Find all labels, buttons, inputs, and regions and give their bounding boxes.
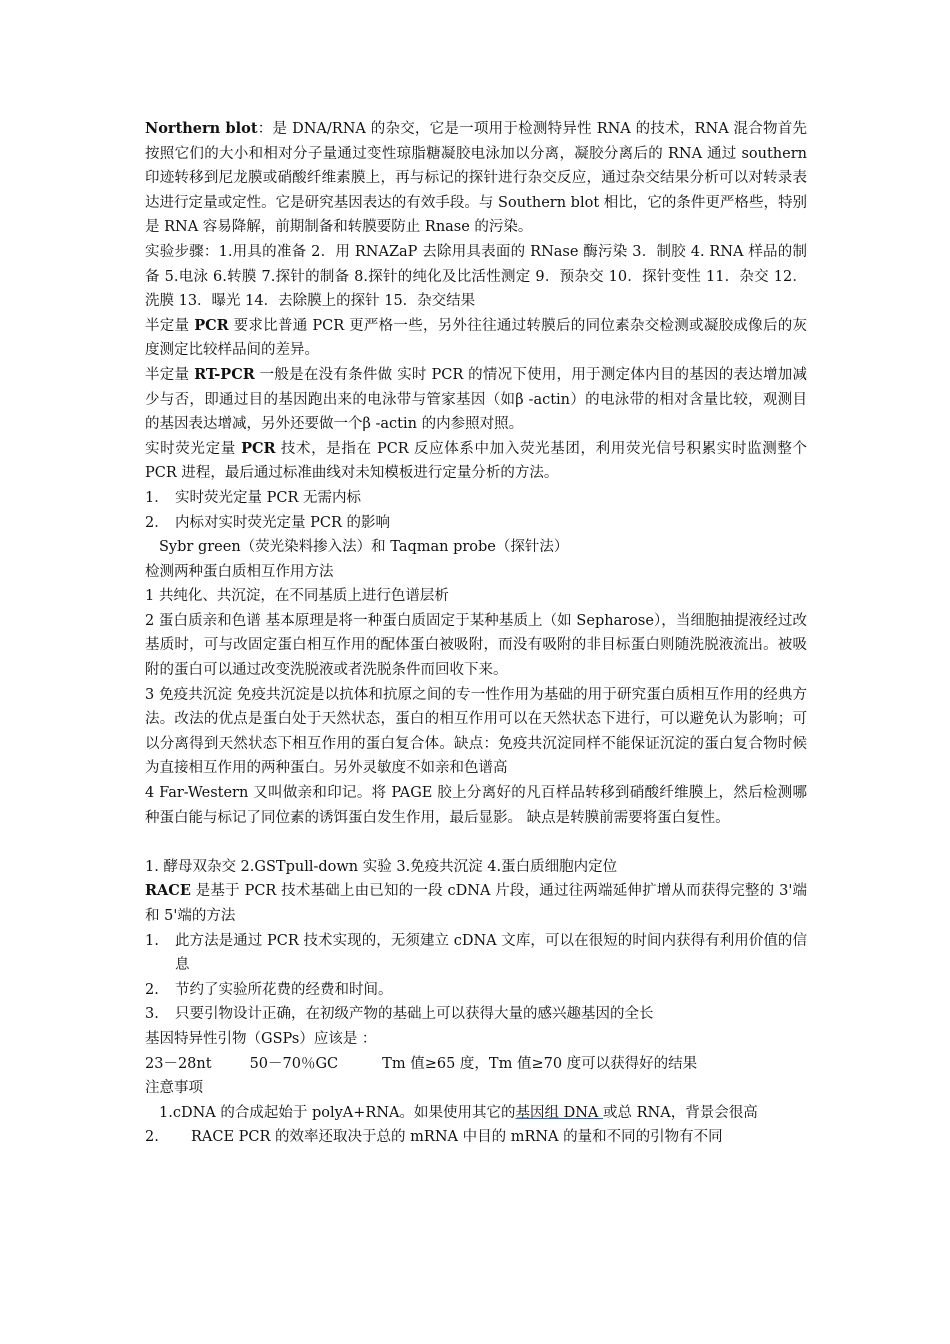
realtime-pcr-paragraph (145, 437, 807, 486)
list-text: 内标对实时荧光定量 PCR 的影响 (175, 514, 390, 531)
semi-pcr-text: 要求比普通 PCR 更严格一些，另外往往通过转膜后的同位素杂交检测或凝胶成像后的灰度测定比较样品间的差异。 (145, 317, 808, 359)
list-item (145, 511, 807, 536)
list-number: 2. (145, 1129, 159, 1146)
gsp-heading: 基因特异性引物（GSPs）应该是 ： (145, 1030, 377, 1047)
list-item (145, 1002, 807, 1027)
realtime-term: PCR (241, 439, 276, 457)
semi-rtpcr-text: 一般是在没有条件做 实时 PCR 的情况下使用，用于测定体内目的基因的表达增加减少与否，即通过目的基因跑出来的电泳带与管家基因（如β -actin）的电泳带的相对含量比较，观测目的基因表达增减，另外还要做一个β -actin 的内参照对照。 (145, 366, 808, 433)
protein-interaction-heading: 检测两种蛋白质相互作用方法 (145, 563, 334, 580)
list-number: 2. (145, 981, 159, 998)
genomic-dna-link[interactable]: 基因组 DNA (515, 1104, 604, 1121)
realtime-text: 技术，是指在 PCR 反应体系中加入荧光基团，利用荧光信号积累实时监测整个 PCR 进程，最后通过标准曲线对未知模板进行定量分析的方法。 (145, 440, 808, 482)
gsp-tm: Tm 值≥65 度，Tm 值≥70 度可以获得好的结果 (382, 1055, 698, 1072)
semi-quantitative-pcr-paragraph (145, 314, 807, 363)
race-term: RACE (145, 882, 191, 900)
gsp-gc: 50－70％GC (249, 1055, 339, 1072)
note-1-text-b: 或总 RNA，背景会很高 (603, 1104, 758, 1121)
protein-method-3: 3 免疫共沉淀 免疫共沉淀是以抗体和抗原之间的专一性作用为基础的用于研究蛋白质相互作用的经典方法。改法的优点是蛋白处于天然状态，蛋白的相互作用可以在天然状态下进行，可以避免认为影响；可以分离得到天然状态下相互作用的蛋白复合体。缺点：免疫共沉淀同样不能保证沉淀的蛋白复合物时候为直接相互作用的两种蛋白。另外灵敏度不如亲和色谱高 (145, 686, 807, 777)
semi-pcr-term: PCR (194, 316, 229, 334)
semi-rtpcr-prefix: 半定量 (145, 366, 195, 383)
list-item (145, 929, 807, 978)
realtime-list (145, 486, 807, 535)
semi-quantitative-rtpcr-paragraph (145, 363, 807, 437)
list-item (145, 1125, 807, 1150)
experiment-steps: 实验步骤：1.用具的准备 2．用 RNAZaP 去除用具表面的 RNase 酶污染 3．制胶 4. RNA 样品的制备 5.电泳 6.转膜 7.探针的制备 8.探针的纯化及比活性测定 9．预杂交 10．探针变性 11．杂交 12．洗膜 13．曝光 14．去除膜上的探针 15．杂交结果 (145, 243, 807, 310)
gsp-length: 23－28nt (145, 1055, 212, 1072)
probe-methods-line: Sybr green（荧光染料掺入法）和 Taqman probe（探针法） (159, 539, 569, 556)
northern-blot-term: Northern blot (145, 120, 258, 137)
protein-method-4: 4 Far-Western 又叫做亲和印记。将 PAGE 胶上分离好的凡百样品转移到硝酸纤维膜上，然后检测哪种蛋白能与标记了同位素的诱饵蛋白发生作用，最后显影。 缺点是转膜前需要将蛋白复性。 (145, 785, 807, 826)
semi-rtpcr-term: RT-PCR (194, 365, 255, 383)
note-1 (145, 1101, 807, 1126)
protein-method-2: 2 蛋白质亲和色谱 基本原理是将一种蛋白质固定于某种基质上（如 Sepharose），当细胞抽提液经过改基质时，可与改固定蛋白相互作用的配体蛋白被吸附，而没有吸附的非目标蛋白则随洗脱液流出。被吸附的蛋白可以通过改变洗脱液或者洗脱条件而回收下来。 (145, 612, 807, 679)
list-text: 此方法是通过 PCR 技术实现的，无须建立 cDNA 文库，可以在很短的时间内获得有利用价值的信息 (175, 932, 807, 974)
northern-blot-paragraph (145, 117, 807, 240)
list-item (145, 486, 807, 511)
list-number: 1． (145, 489, 169, 506)
gsp-criteria (145, 1052, 807, 1077)
list-number: 1. (145, 932, 159, 949)
list-number: 2． (145, 514, 169, 531)
list-item (145, 978, 807, 1003)
realtime-prefix: 实时荧光定量 (145, 440, 242, 457)
note-1-text-a: 1.cDNA 的合成起始于 polyA+RNA。如果使用其它的 (159, 1104, 516, 1121)
race-list (145, 929, 807, 1027)
document-body (145, 117, 807, 1150)
northern-blot-text: ：是 DNA/RNA 的杂交，它是一项用于检测特异性 RNA 的技术，RNA 混合物首先按照它们的大小和相对分子量通过变性琼脂糖凝胶电泳加以分离，凝胶分离后的 RNA 通过 southern 印迹转移到尼龙膜或硝酸纤维素膜上，再与标记的探针进行杂交反应，通过杂交结果分析可以对转录表达进行定量或定性。它是研究基因表达的有效手段。与 Southern blot 相比，它的条件更严格些，特别是 RNA 容易降解，前期制备和转膜要防止 Rnase 的污染。 (145, 121, 807, 236)
protein-method-1: 1 共纯化、共沉淀，在不同基质上进行色谱层析 (145, 588, 449, 605)
race-text: 是基于 PCR 技术基础上由已知的一段 cDNA 片段，通过往两端延伸扩增从而获得完整的 3'端和 5'端的方法 (145, 883, 807, 924)
notes-list (145, 1125, 807, 1150)
list-text: 节约了实验所花费的经费和时间。 (175, 981, 393, 998)
blank-line (145, 830, 807, 855)
protein-methods-summary: 1. 酵母双杂交 2.GSTpull-down 实验 3.免疫共沉淀 4.蛋白质细胞内定位 (145, 858, 618, 875)
semi-pcr-prefix: 半定量 (145, 317, 195, 334)
list-number: 3. (145, 1006, 159, 1023)
list-text: 只要引物设计正确，在初级产物的基础上可以获得大量的感兴趣基因的全长 (175, 1006, 654, 1023)
list-text: 实时荧光定量 PCR 无需内标 (175, 489, 361, 506)
notes-heading: 注意事项 (145, 1080, 203, 1097)
list-text: RACE PCR 的效率还取决于总的 mRNA 中目的 mRNA 的量和不同的引物有不同 (191, 1129, 723, 1146)
race-paragraph (145, 879, 807, 928)
